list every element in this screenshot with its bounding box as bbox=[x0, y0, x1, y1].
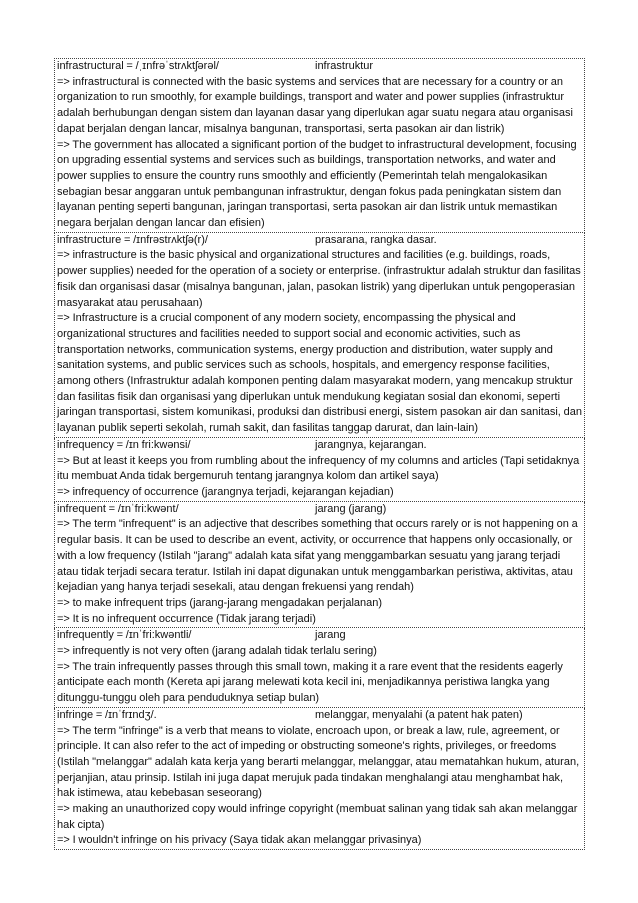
example-line: => But at least it keeps you from rumbling about the infrequency of my columns and articles (Tapi setidaknya itu membuat Anda tidak bergemuruh tentang jarangnya kolom dan artikel saya) bbox=[57, 454, 580, 483]
entry-infrastructural bbox=[54, 58, 585, 233]
definition-line: => The term "infringe" is a verb that means to violate, encroach upon, or break a law, rule, agreement, or principle. It can also refer to the act of impeding or obstructing someone's rights, privileges, or freedoms (Istilah "melanggar" adalah kata kerja yang berarti melanggar, melanggar, atau mematahkan hukum, aturan, perjanjian, atau prinsip. Istilah ini juga dapat merujuk pada tindakan menghalangi atau menghambat hak, hak istimewa, atau kebebasan seseorang) bbox=[57, 724, 580, 800]
headword: infrequency = /ɪn fri:kwənsi/ bbox=[57, 438, 191, 451]
example-line: => The government has allocated a significant portion of the budget to infrastructural development, focusing on upgrading essential systems and services such as buildings, transportation networks, and water and power supplies to ensure the country runs smoothly and efficiently (Pemerintah telah mengalokasikan sebagian besar anggaran untuk pembangunan infrastruktur, dengan fokus pada peningkatan sistem dan layanan penting seperti bangunan, jaringan transportasi, serta pasokan air dan listrik untuk memastikan negara berjalan dengan lancar dan efisien) bbox=[57, 138, 577, 230]
headword-line bbox=[55, 708, 584, 724]
example-line: => The train infrequently passes through this small town, making it a rare event that the residents eagerly anticipate each month (Kereta api jarang melewati kota kecil ini, menjadikannya peristiwa langka yang ditunggu-tunggu oleh para penduduknya setiap bulan) bbox=[57, 660, 563, 705]
definition-line: => infrequently is not very often (jarang adalah tidak terlalu sering) bbox=[57, 645, 377, 658]
translation: jarang (jarang) bbox=[315, 502, 387, 515]
headword-line bbox=[55, 628, 584, 644]
definition-line: => The term "infrequent" is an adjective that describes something that occurs rarely or is not happening on a regular basis. It can be used to describe an event, activity, or occurrence that happens only occasionally, or with a low frequency (Istilah "jarang" adalah kata sifat yang menggambarkan sesuatu yang jarang terjadi atau tidak terjadi secara teratur. Istilah ini dapat digunakan untuk menggambarkan peristiwa, aktivitas, atau kejadian yang hanya terjadi sesekali, atau dengan frekuensi yang rendah) bbox=[57, 518, 578, 594]
headword-line bbox=[55, 502, 584, 518]
translation: jarang bbox=[315, 629, 346, 642]
entry-infrequently bbox=[54, 628, 585, 708]
document-page bbox=[54, 58, 585, 850]
example-line: => infrequency of occurrence (jarangnya terjadi, kejarangan kejadian) bbox=[57, 485, 394, 498]
definition-line: => infrastructure is the basic physical and organizational structures and facilities (e.g. buildings, roads, power supplies) needed for the operation of a society or enterprise. (infrastruktur adalah struktur dan fasilitas fisik dan organisasi dasar (misalnya bangunan, jalan, pasokan listrik) yang diperlukan untuk pengoperasian masyarakat atau perusahaan) bbox=[57, 249, 581, 309]
example-line: => making an unauthorized copy would infringe copyright (membuat salinan yang tidak sah akan melanggar hak cipta) bbox=[57, 803, 578, 831]
entry-infringe bbox=[54, 708, 585, 850]
definition-line: => infrastructural is connected with the basic systems and services that are necessary for a country or an organization to run smoothly, for example buildings, transport and water and power supplies (infrastruktur adalah berhubungan dengan sistem dan layanan dasar yang diperlukan agar suatu negara atau organisasi dapat berjalan dengan lancar, misalnya bangunan, transportasi, serta pasokan air dan listrik) bbox=[57, 75, 573, 135]
translation: jarangnya, kejarangan. bbox=[315, 438, 427, 451]
headword: infringe = /ɪnˈfrɪndʒ/. bbox=[57, 708, 157, 721]
example-line: => to make infrequent trips (jarang-jarang mengadakan perjalanan) bbox=[57, 596, 383, 609]
entry-infrequent bbox=[54, 502, 585, 629]
headword: infrastructure = /ɪnfrəstrʌktʃə(r)/ bbox=[57, 233, 208, 246]
headword-line bbox=[55, 59, 584, 75]
entry-infrastructure bbox=[54, 233, 585, 438]
translation: prasarana, rangka dasar. bbox=[315, 233, 437, 246]
translation: infrastruktur bbox=[315, 60, 374, 72]
headword: infrastructural = /ˌɪnfrəˈstrʌktʃərəl/ bbox=[57, 60, 219, 72]
entry-infrequency bbox=[54, 438, 585, 502]
headword: infrequent = /ɪnˈfri:kwənt/ bbox=[57, 502, 179, 515]
example-line: => It is no infrequent occurrence (Tidak jarang terjadi) bbox=[57, 612, 316, 625]
translation: melanggar, menyalahi (a patent hak paten) bbox=[315, 708, 523, 721]
headword-line bbox=[55, 233, 584, 249]
example-line: => Infrastructure is a crucial component of any modern society, encompassing the physical and organizational structures and facilities needed to support social and economic activities, such as transportation networks, communication systems, energy production and distribution, water supply and sanitation systems, and public services such as schools, hospitals, and emergency response facilities, among others (Infrastruktur adalah komponen penting dalam masyarakat modern, yang mencakup struktur dan fasilitas fisik dan organisasi yang diperlukan untuk mendukung kegiatan sosial dan ekonomi, seperti jaringan transportasi, sistem komunikasi, produksi dan distribusi energi, sistem pasokan air dan sanitasi, dan layanan publik seperti sekolah, rumah sakit, dan fasilitas tanggap darurat, dan lain-lain) bbox=[57, 312, 582, 435]
headword: infrequently = /ɪnˈfri:kwəntli/ bbox=[57, 629, 192, 642]
headword-line bbox=[55, 438, 584, 454]
example-line: => I wouldn't infringe on his privacy (Saya tidak akan melanggar privasinya) bbox=[57, 834, 422, 847]
